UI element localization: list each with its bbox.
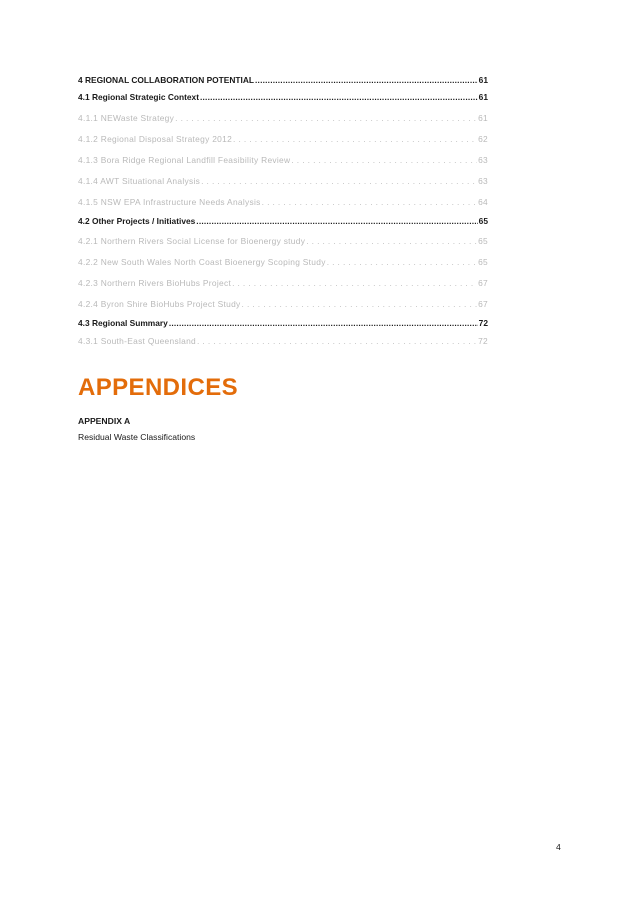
toc-entry[interactable] bbox=[78, 299, 488, 309]
table-of-contents bbox=[78, 75, 488, 346]
toc-entry-page: 72 bbox=[478, 318, 488, 328]
toc-entry-title: 4.1 Regional Strategic Context bbox=[78, 92, 199, 102]
toc-leader bbox=[327, 257, 477, 267]
toc-entry-title: 4.1.4 AWT Situational Analysis bbox=[78, 176, 201, 186]
toc-leader bbox=[197, 336, 477, 346]
toc-leader bbox=[169, 318, 478, 328]
toc-entry-page: 65 bbox=[478, 216, 488, 226]
toc-entry-page: 65 bbox=[478, 236, 488, 246]
toc-entry-title: 4.1.5 NSW EPA Infrastructure Needs Analysis bbox=[78, 197, 261, 207]
toc-leader bbox=[255, 75, 478, 85]
toc-entry[interactable] bbox=[78, 197, 488, 207]
toc-entry[interactable] bbox=[78, 278, 488, 288]
toc-entry-title: 4.1.1 NEWaste Strategy bbox=[78, 113, 175, 123]
toc-entry-page: 64 bbox=[478, 197, 488, 207]
toc-entry-title: 4 REGIONAL COLLABORATION POTENTIAL bbox=[78, 75, 255, 85]
toc-entry-page: 72 bbox=[478, 336, 488, 346]
toc-entry[interactable] bbox=[78, 257, 488, 267]
toc-entry-title: 4.1.2 Regional Disposal Strategy 2012 bbox=[78, 134, 233, 144]
toc-leader bbox=[262, 197, 477, 207]
toc-entry[interactable] bbox=[78, 134, 488, 144]
toc-entry-title: 4.2.2 New South Wales North Coast Bioenergy Scoping Study bbox=[78, 257, 326, 267]
appendices-heading: APPENDICES bbox=[78, 374, 239, 401]
toc-leader bbox=[232, 278, 477, 288]
toc-entry[interactable] bbox=[78, 92, 488, 102]
toc-entry-page: 61 bbox=[478, 75, 488, 85]
toc-entry[interactable] bbox=[78, 336, 488, 346]
toc-leader bbox=[175, 113, 477, 123]
toc-entry-title: 4.3 Regional Summary bbox=[78, 318, 168, 328]
toc-entry[interactable] bbox=[78, 318, 488, 328]
toc-entry-title: 4.1.3 Bora Ridge Regional Landfill Feasibility Review bbox=[78, 155, 291, 165]
toc-leader bbox=[291, 155, 477, 165]
toc-entry-page: 67 bbox=[478, 299, 488, 309]
toc-entry-title: 4.2.1 Northern Rivers Social License for Bioenergy study bbox=[78, 236, 306, 246]
toc-leader bbox=[201, 176, 477, 186]
toc-entry[interactable] bbox=[78, 216, 488, 226]
page-number: 4 bbox=[556, 842, 561, 852]
toc-entry[interactable] bbox=[78, 236, 488, 246]
toc-leader bbox=[233, 134, 477, 144]
toc-entry-title: 4.3.1 South-East Queensland bbox=[78, 336, 196, 346]
toc-entry-page: 61 bbox=[478, 113, 488, 123]
toc-entry-page: 67 bbox=[478, 278, 488, 288]
toc-entry[interactable] bbox=[78, 155, 488, 165]
toc-entry-page: 63 bbox=[478, 155, 488, 165]
appendix-a-description: Residual Waste Classifications bbox=[78, 432, 196, 442]
toc-entry-title: 4.2.4 Byron Shire BioHubs Project Study bbox=[78, 299, 241, 309]
toc-entry-title: 4.2 Other Projects / Initiatives bbox=[78, 216, 196, 226]
toc-leader bbox=[242, 299, 478, 309]
toc-entry-page: 62 bbox=[478, 134, 488, 144]
toc-leader bbox=[306, 236, 477, 246]
toc-entry-page: 61 bbox=[478, 92, 488, 102]
toc-entry[interactable] bbox=[78, 176, 488, 186]
toc-leader bbox=[196, 216, 477, 226]
toc-entry[interactable] bbox=[78, 75, 488, 85]
toc-leader bbox=[200, 92, 478, 102]
toc-entry[interactable] bbox=[78, 113, 488, 123]
toc-entry-page: 65 bbox=[478, 257, 488, 267]
appendix-a-label: APPENDIX A bbox=[78, 416, 131, 426]
toc-entry-page: 63 bbox=[478, 176, 488, 186]
toc-entry-title: 4.2.3 Northern Rivers BioHubs Project bbox=[78, 278, 232, 288]
